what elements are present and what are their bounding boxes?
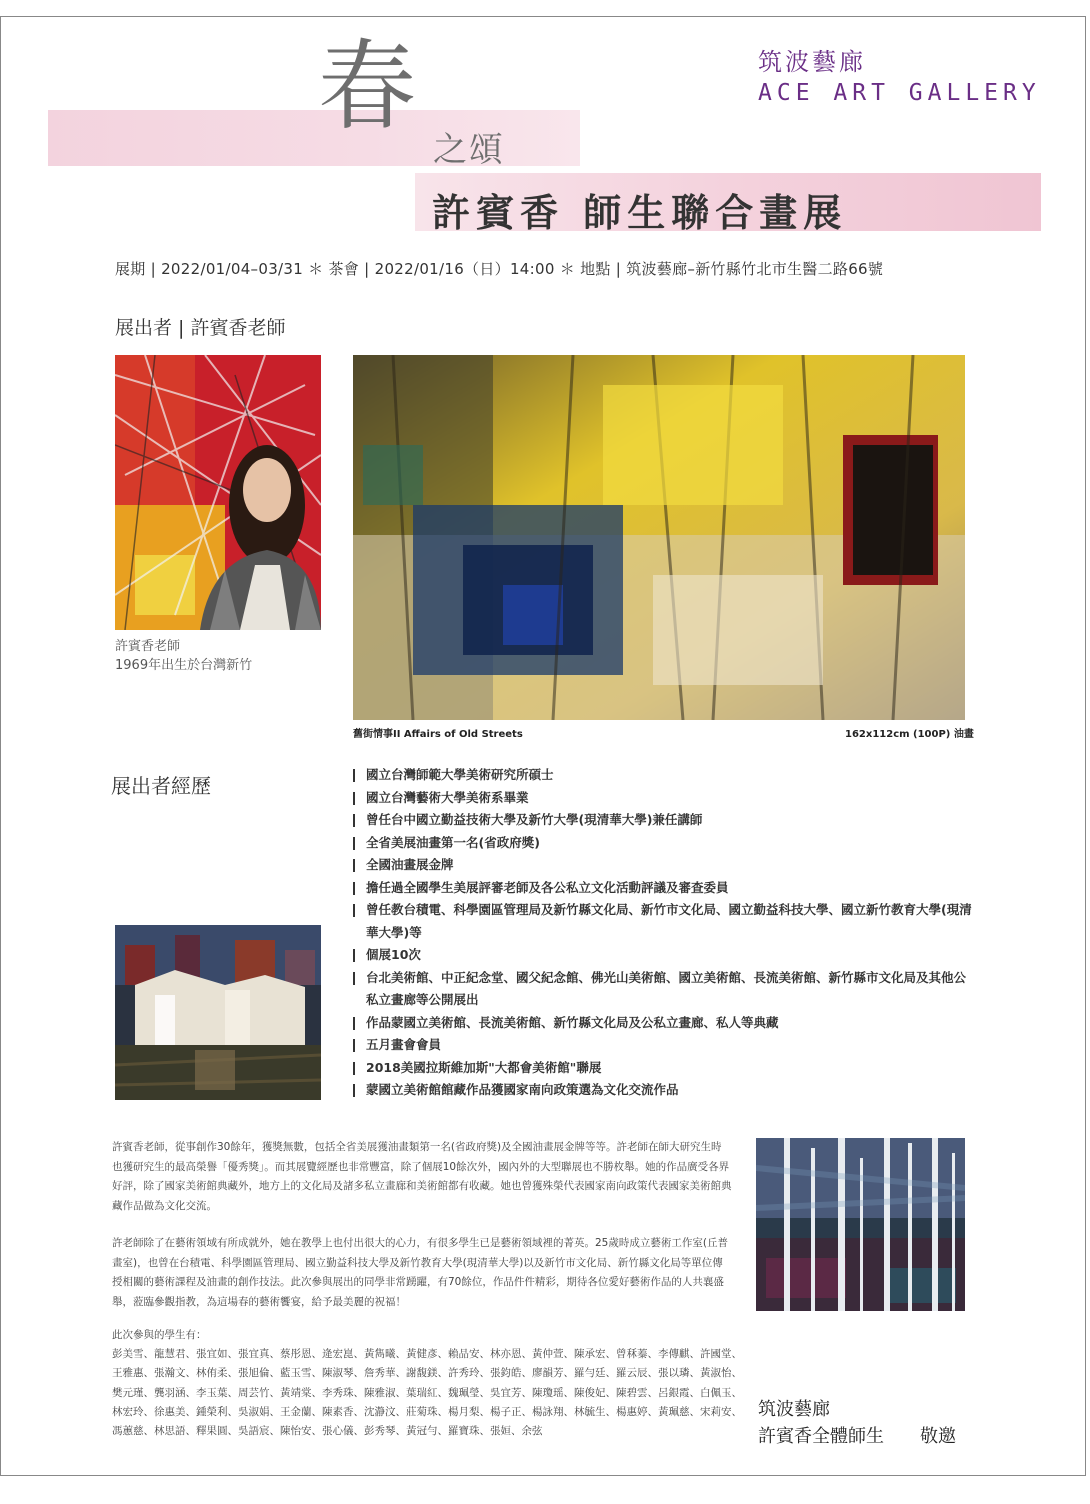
artist-caption-name: 許賓香老師 <box>115 639 181 654</box>
bio-paragraph: 許賓香老師，從事創作30餘年，獲獎無數，包括全省美展獲油畫類第一名(省政府獎)及全國油畫展金牌等等。許老師在師大研究生時也獲研究生的最高榮譽「優秀獎」。而其展覽經歷也非常豐富，除了個展10餘次外，國內外的大型聯展也不勝枚舉。她的作品廣受各界好評，除了國家美術館典藏外，地方上的文化局及諸多私立畫廊和美術館都有收藏。她也曾獲殊榮代表國家南向政策代表國家美術館典藏作品做為文化交流。 <box>112 1141 732 1212</box>
experience-item: 五月畫會會員 <box>353 1034 973 1057</box>
artist-caption-birth: 1969年出生於台灣新竹 <box>115 658 253 673</box>
experience-item: 曾任台中國立勤益技術大學及新竹大學(現清華大學)兼任講師 <box>353 809 973 832</box>
experience-item: 全國油畫展金牌 <box>353 854 973 877</box>
experience-item: 國立台灣師範大學美術研究所碩士 <box>353 764 973 787</box>
students-names: 彭美雪、龍慧君、張宜如、張宜真、蔡彤恩、逄宏崑、黃雋曦、黃健彥、賴品安、林亦恩、黃仲萱、陳承宏、曾秝蓁、李傳麒、許國堂、王雅惠、張瀚文、林侑柔、張旭倫、藍玉雪、陳淑琴、詹秀華、謝馥鎂、許秀玲、張鈞皓、廖韻芳、羅勻廷、羅云辰、張以璘、黃淑怡、樊元瑾、龔羽涵、李玉葉、周芸竹、黃靖棠、李秀珠、陳雅淑、葉瑞紅、魏珮瑩、吳宜芳、陳瓊瑶、陳俊妃、陳碧雲、呂銀霞、白佩玉、林宏玲、徐惠美、鍾榮利、吳淑娟、王金蘭、陳素香、沈瀞汶、莊菊珠、楊月梨、楊子正、楊詠翔、林毓生、楊惠婷、黃珮慈、宋莉安、馮蕙慈、林思語、釋果圓、吳語宸、陳怡安、張心儀、彭秀琴、黃冠勻、羅寶珠、張姮、余弦 <box>112 1348 742 1438</box>
gallery-name-english: ACE ART GALLERY <box>758 80 1041 106</box>
students-section <box>112 1326 742 1441</box>
experience-item: 國立台灣藝術大學美術系畢業 <box>353 787 973 810</box>
signature-invitation: 許賓香全體師生 敬邀 <box>758 1426 956 1447</box>
artist-bio <box>112 1138 732 1330</box>
title-spring-char: 春 <box>318 30 417 144</box>
experience-item: 全省美展油畫第一名(省政府獎) <box>353 832 973 855</box>
title-rest: 之頌 <box>433 130 505 170</box>
experience-item: 2018美國拉斯維加斯"大都會美術館"聯展 <box>353 1057 973 1080</box>
experience-list <box>353 764 973 1102</box>
bio-paragraph: 許老師除了在藝術領域有所成就外，她在教學上也付出很大的心力，有很多學生已是藝術領域裡的菁英。25歲時成立藝術工作室(丘普畫室)，也曾在台積電、科學園區管理局、國立勤益科技大學及新竹教育大學(現清華大學)以及新竹市文化局、新竹縣文化局等單位傳授相關的藝術課程及油畫的創作技法。此次參與展出的同學非常踴躍，有70餘位，作品件件精彩，期待各位愛好藝術作品的人共襄盛舉，蒞臨參觀指教，為這場春的藝術饗宴，給予最美麗的祝福！ <box>112 1237 728 1308</box>
main-painting-title: 舊街情事II Affairs of Old Streets <box>353 729 523 740</box>
experience-item: 作品蒙國立美術館、長流美術館、新竹縣文化局及公私立畫廊、私人等典藏 <box>353 1012 973 1035</box>
signature-gallery: 筑波藝廊 <box>758 1399 830 1420</box>
artist-photo <box>115 355 321 630</box>
exhibition-info-line: 展期 | 2022/01/04–03/31 ＊ 茶會 | 2022/01/16（日）14:00 ＊ 地點 | 筑波藝廊–新竹縣竹北市生醫二路66號 <box>115 260 884 278</box>
city-painting <box>115 925 321 1100</box>
experience-item: 擔任過全國學生美展評審老師及各公私立文化活動評議及審查委員 <box>353 877 973 900</box>
gallery-name-chinese: 筑波藝廊 <box>758 48 866 76</box>
main-painting-spec: 162x112cm (100P) 油畫 <box>845 729 974 740</box>
experience-item: 蒙國立美術館館藏作品獲國家南向政策選為文化交流作品 <box>353 1079 973 1102</box>
exhibitor-heading: 展出者 | 許賓香老師 <box>115 317 286 339</box>
artist-caption <box>115 637 252 675</box>
students-heading: 此次參與的學生有： <box>112 1329 207 1341</box>
main-painting <box>353 355 965 720</box>
birch-trees-painting <box>756 1138 965 1311</box>
experience-item: 曾任教台積電、科學園區管理局及新竹縣文化局、新竹市文化局、國立勤益科技大學、國立新竹教育大學(現清華大學)等 <box>353 899 973 944</box>
exhibition-subtitle: 許賓香 師生聯合畫展 <box>432 191 848 235</box>
experience-heading: 展出者經歷 <box>111 774 211 798</box>
experience-item: 個展10次 <box>353 944 973 967</box>
experience-item: 台北美術館、中正紀念堂、國父紀念館、佛光山美術館、國立美術館、長流美術館、新竹縣市文化局及其他公私立畫廊等公開展出 <box>353 967 973 1012</box>
